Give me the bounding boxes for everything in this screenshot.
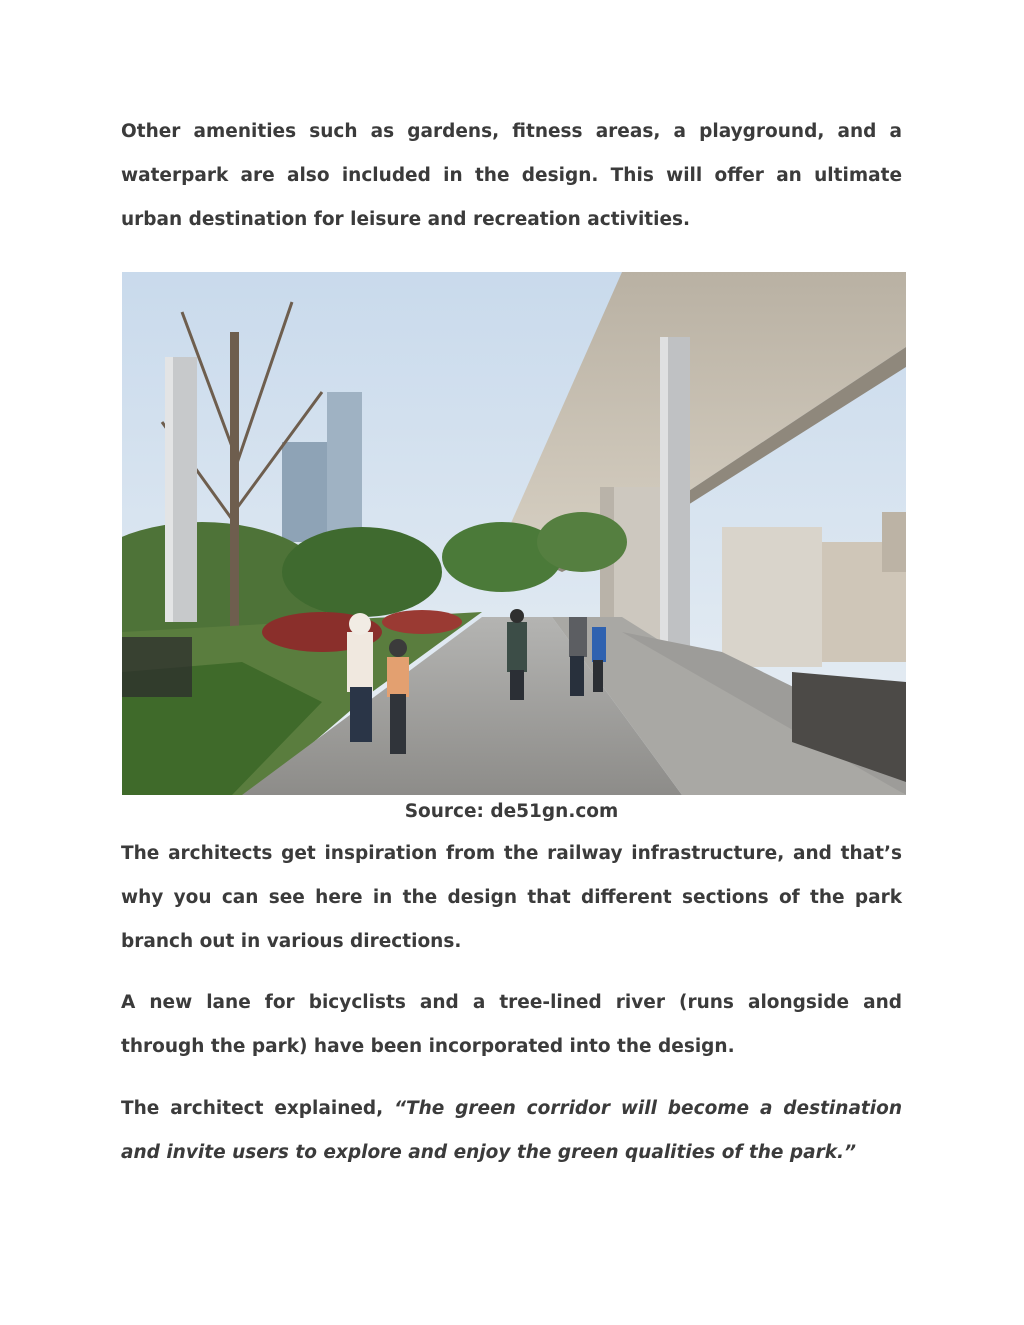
paragraph-architect-quote [121,1087,902,1175]
paragraph-amenities: Other amenities such as gardens, fitness areas, a playground, and a waterpark are also included in the design. This will offer an ultimate urban destination for leisure and recreation activities. [121,121,902,230]
quote-lead: The architect explained, [121,1098,395,1119]
paragraph-railway-inspiration: The architects get inspiration from the railway infrastructure, and that’s why you can see here in the design that different sections of the park branch out in various directions. [121,843,902,952]
park-photo [122,272,906,795]
paragraph-bicycle-lane: A new lane for bicyclists and a tree-lined river (runs alongside and through the park) have been incorporated into the design. [121,992,902,1057]
figure-caption: Source: de51gn.com [404,801,619,822]
park-photo-illustration [122,272,906,795]
quote-text: “The green corridor will become a destination and invite users to explore and enjoy the green qualities of the park.” [121,1098,902,1163]
